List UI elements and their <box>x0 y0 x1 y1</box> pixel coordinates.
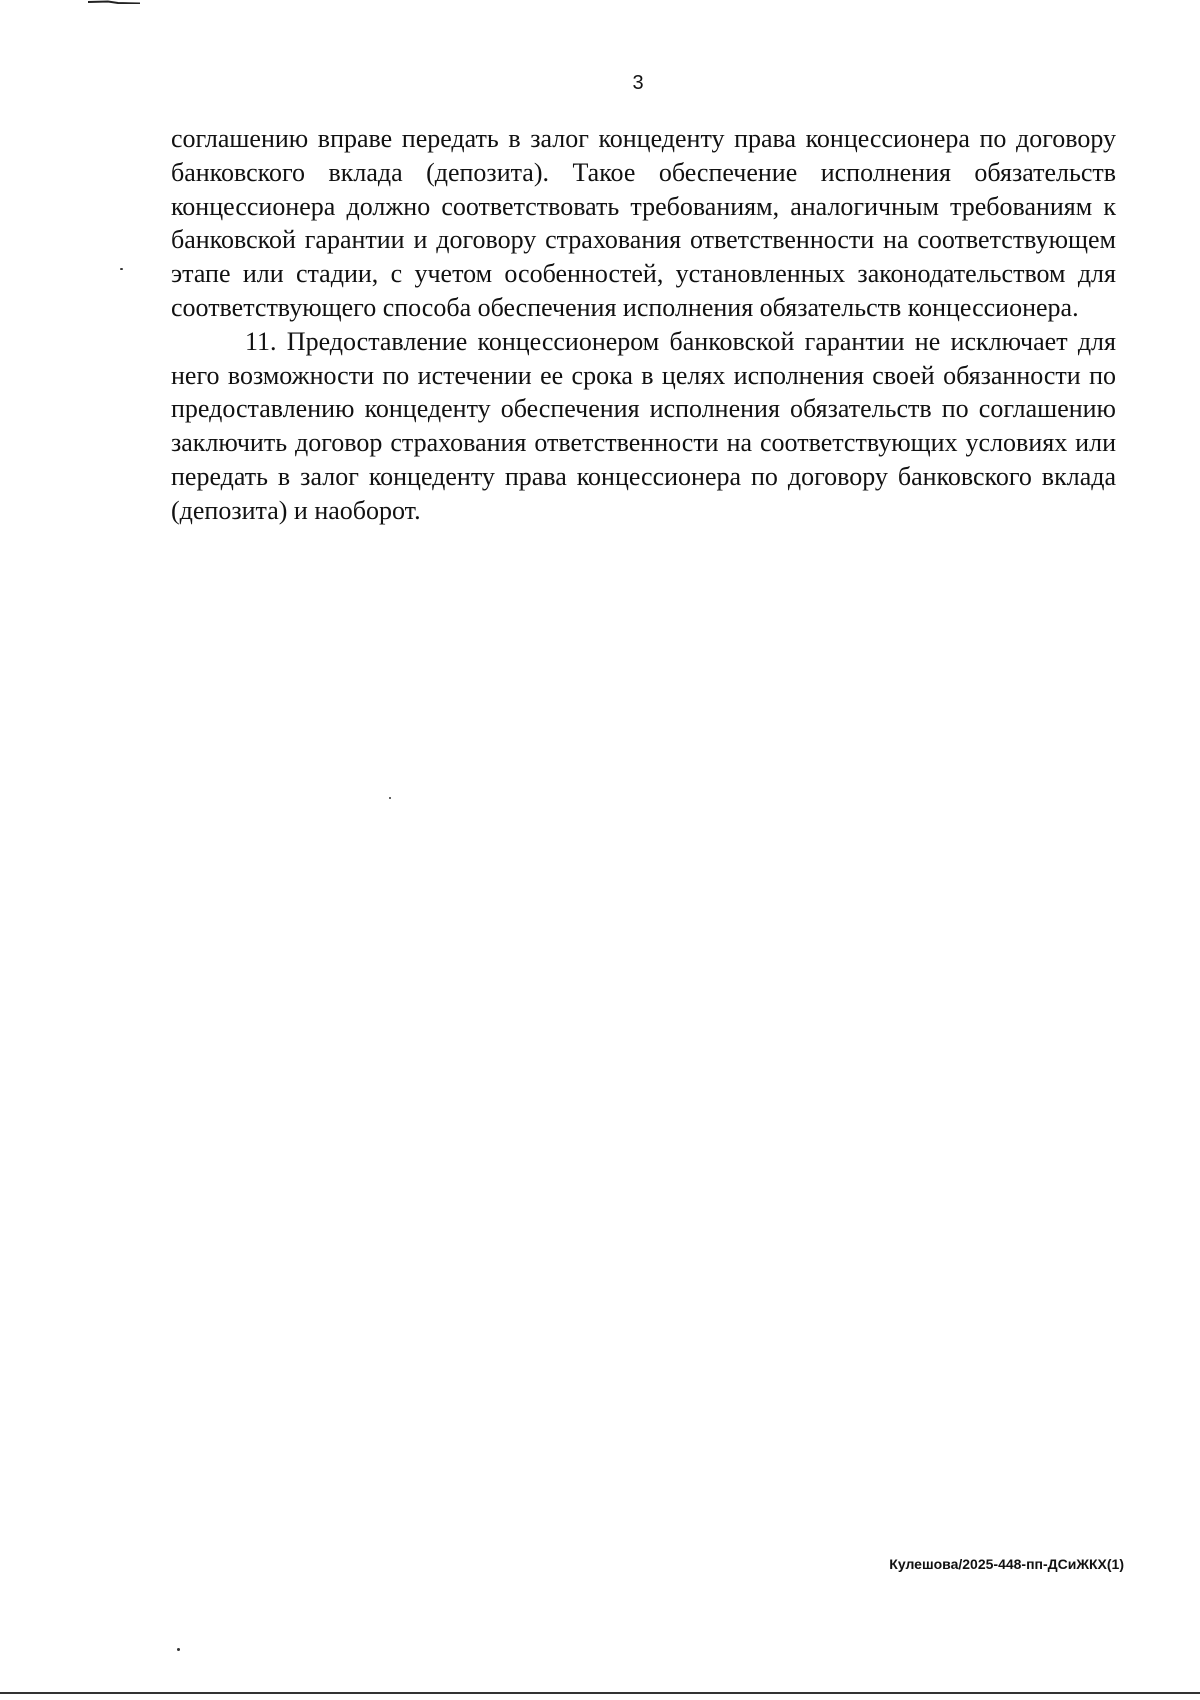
page-number: 3 <box>632 72 644 94</box>
scan-speck <box>389 797 391 799</box>
paragraph-continuation: соглашению вправе передать в залог концеденту права концессионера по договору банковского вклада (депозита). Такое обеспечение исполнения обязательств концессионера должно соответствовать требованиям, аналогичным требованиям к банковской гарантии и договору страхования ответственности на соответствующем этапе или стадии, с учетом особенностей, установленных законодательством для соответствующего способа обеспечения исполнения обязательств концессионера. <box>171 124 1116 322</box>
document-reference-code: Кулешова/2025-448-пп-ДСиЖКХ(1) <box>889 1556 1124 1572</box>
scan-speck <box>120 268 123 270</box>
document-body <box>171 122 1116 528</box>
scan-artifact-mark <box>88 0 140 4</box>
paragraph-11: 11. Предоставление концессионером банковской гарантии не исключает для него возможности по истечении ее срока в целях исполнения своей обязанности по предоставлению концеденту обеспечения исполнения обязательств по соглашению заключить договор страхования ответственности на соответствующих условиях или передать в залог концеденту права концессионера по договору банковского вклада (депозита) и наоборот. <box>171 326 1116 525</box>
scan-speck <box>177 1648 180 1651</box>
scan-edge-line <box>0 1692 1200 1694</box>
